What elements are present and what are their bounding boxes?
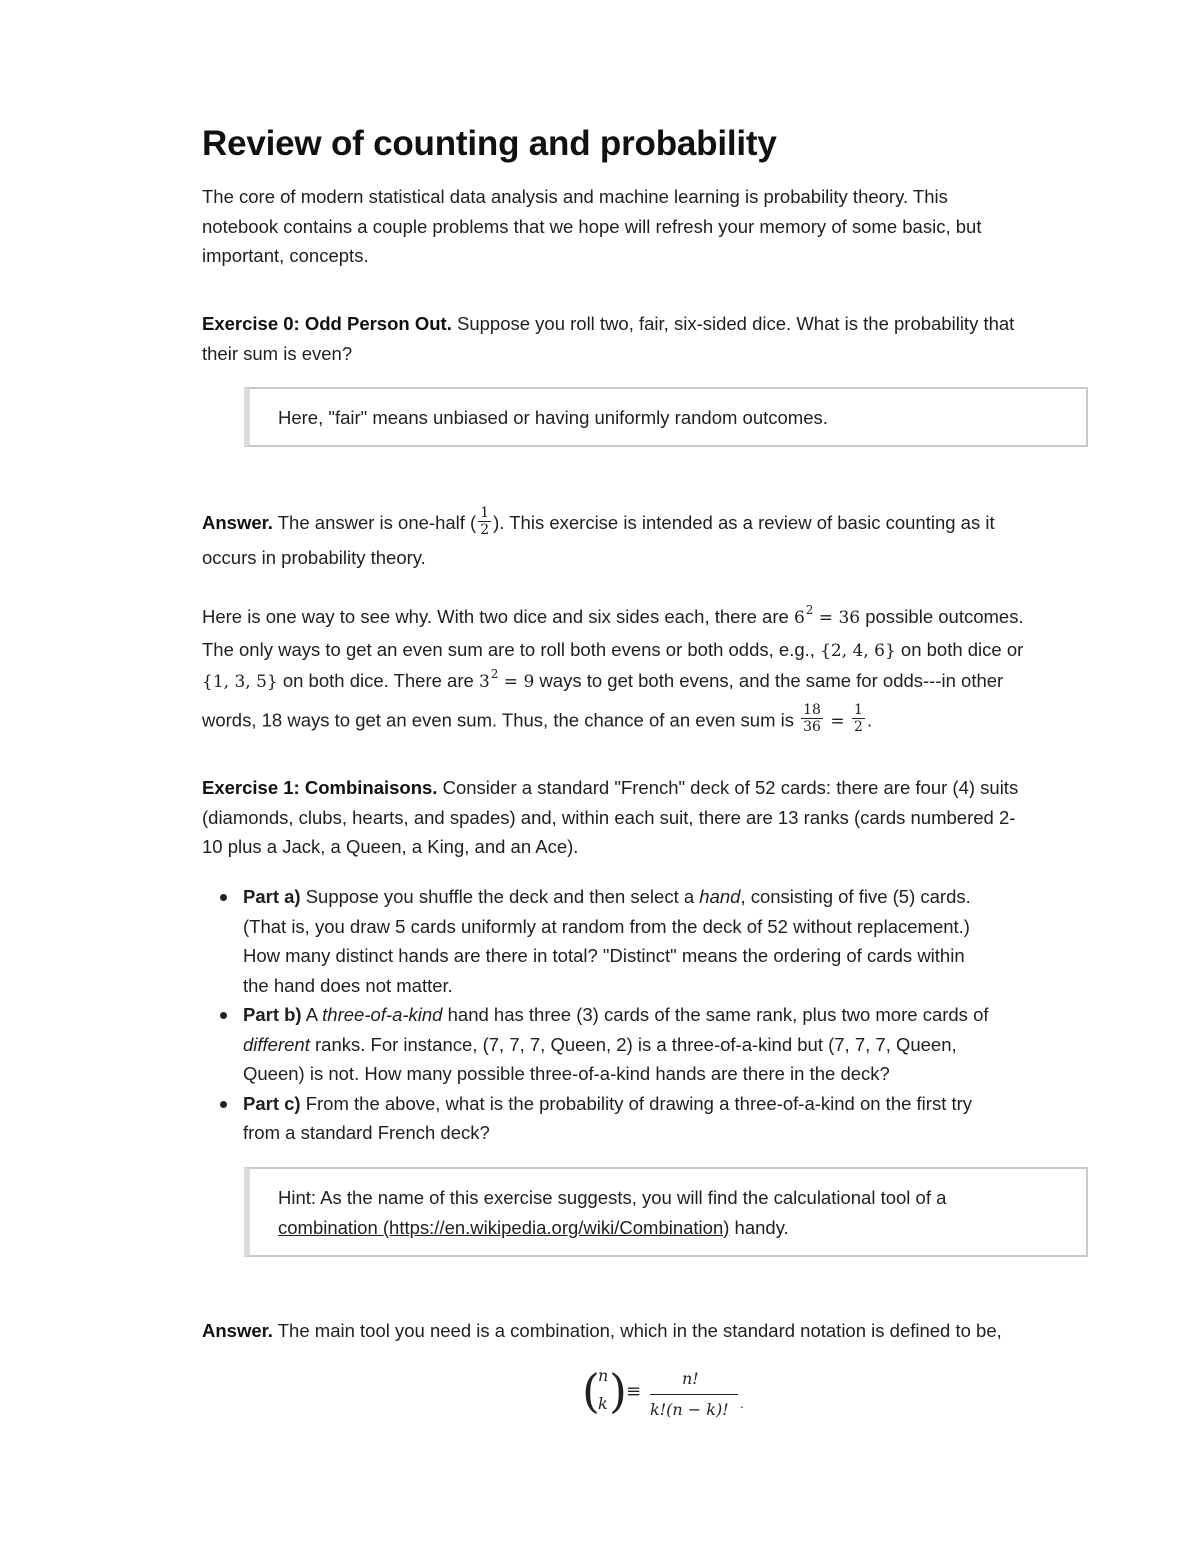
fraction-denominator: 2 bbox=[480, 521, 490, 538]
intro-line: The core of modern statistical data analysis and machine learning is probability theory. This bbox=[202, 186, 948, 207]
part-text: the hand does not matter. bbox=[243, 974, 453, 996]
part-emphasis: three-of-a-kind bbox=[322, 1004, 443, 1025]
answer-text: occurs in probability theory. bbox=[202, 546, 426, 568]
bullet-icon bbox=[220, 894, 227, 901]
math-base: 6 bbox=[793, 608, 805, 628]
answer-text: ). This exercise is intended as a review of basic counting as it bbox=[493, 512, 995, 533]
explanation-line bbox=[202, 701, 873, 738]
fraction-numerator: 1 bbox=[480, 504, 490, 521]
bullet-icon bbox=[220, 1101, 227, 1108]
part-label: Part b) bbox=[243, 1004, 302, 1025]
list-item-part-b bbox=[202, 1000, 1102, 1089]
answer-label: Answer. bbox=[202, 512, 273, 533]
part-emphasis: different bbox=[243, 1033, 310, 1055]
binomial-bottom: k bbox=[598, 1394, 608, 1413]
equivalence-sign: ≡ bbox=[626, 1381, 642, 1402]
formula-period: . bbox=[740, 1397, 744, 1411]
intro-line: important, concepts. bbox=[202, 245, 369, 266]
explanation-text: The only ways to get an even sum are to roll both evens or both odds, e.g., bbox=[202, 638, 821, 660]
part-text: , consisting of five (5) cards. bbox=[740, 886, 971, 907]
explanation-text: possible outcomes. bbox=[860, 606, 1024, 627]
fraction-one-half bbox=[478, 505, 491, 538]
math-result: = 36 bbox=[813, 608, 861, 628]
exercise-0-text: Suppose you roll two, fair, six-sided dice. What is the probability that bbox=[451, 313, 1015, 334]
combination-formula bbox=[582, 1364, 822, 1434]
part-text: Queen) is not. How many possible three-of-a-kind hands are there in the deck? bbox=[243, 1063, 890, 1084]
fraction-bar bbox=[650, 1394, 738, 1395]
bullet-icon bbox=[220, 1012, 227, 1019]
part-text: Suppose you shuffle the deck and then select a bbox=[300, 886, 700, 907]
math-result: = 9 bbox=[498, 672, 535, 692]
parts-list bbox=[202, 882, 1102, 1148]
part-emphasis: hand bbox=[699, 886, 741, 907]
fraction-18-36 bbox=[801, 702, 823, 735]
exercise-1-text: 10 plus a Jack, a Queen, a King, and an Ace). bbox=[202, 836, 579, 857]
note-box-hint bbox=[244, 1167, 1088, 1257]
fraction-denominator: 36 bbox=[803, 718, 821, 735]
intro-paragraph bbox=[202, 182, 981, 271]
fraction-numerator: 1 bbox=[854, 701, 863, 718]
math-odds-set: {1, 3, 5} bbox=[202, 672, 278, 692]
part-text: from a standard French deck? bbox=[243, 1122, 490, 1143]
answer-label: Answer. bbox=[202, 1320, 273, 1341]
exercise-0-label: Exercise 0: Odd Person Out. bbox=[202, 313, 452, 334]
list-item-part-c bbox=[202, 1089, 1102, 1148]
page-title: Review of counting and probability bbox=[202, 124, 777, 163]
exercise-1-label: Exercise 1: Combinaisons. bbox=[202, 777, 438, 798]
fraction-numerator: 18 bbox=[803, 701, 821, 718]
part-text: (That is, you draw 5 cards uniformly at random from the deck of 52 without replacement.) bbox=[243, 915, 970, 937]
explanation-text: on both dice. There are bbox=[277, 670, 479, 691]
explanation-text: words, 18 ways to get an even sum. Thus, the chance of an even sum is bbox=[202, 708, 800, 730]
exercise-1-text: (diamonds, clubs, hearts, and spades) and, within each suit, there are 13 ranks (cards numbered 2- bbox=[202, 806, 1016, 828]
hint-line: Hint: As the name of this exercise suggests, you will find the calculational tool of a bbox=[278, 1187, 947, 1208]
binomial-top: n bbox=[598, 1366, 609, 1385]
intro-line: notebook contains a couple problems that we hope will refresh your memory of some basic, but bbox=[202, 215, 982, 237]
answer-0-paragraph bbox=[202, 506, 995, 574]
math-three-squared bbox=[478, 667, 535, 692]
explanation-text: . bbox=[866, 708, 873, 730]
math-six-squared bbox=[793, 603, 861, 628]
exercise-0-text: their sum is even? bbox=[202, 342, 353, 364]
formula-denominator: k!(n − k)! bbox=[650, 1400, 729, 1419]
part-text: From the above, what is the probability of drawing a three-of-a-kind on the first try bbox=[300, 1092, 973, 1114]
formula-numerator: n! bbox=[682, 1369, 699, 1388]
part-text: How many distinct hands are there in total? "Distinct" means the ordering of cards within bbox=[243, 945, 965, 966]
part-label: Part c) bbox=[243, 1092, 301, 1114]
explanation-text: Here is one way to see why. With two dice and six sides each, there are bbox=[202, 606, 794, 627]
explanation-text: ways to get both evens, and the same for odds---in other bbox=[534, 670, 1004, 691]
explanation-text: on both dice or bbox=[895, 638, 1024, 660]
note-text: Here, "fair" means unbiased or having uniformly random outcomes. bbox=[278, 407, 828, 428]
explanation-paragraph bbox=[202, 602, 1024, 738]
math-evens-set: {2, 4, 6} bbox=[820, 640, 896, 661]
part-text: A bbox=[301, 1004, 323, 1025]
combination-link[interactable]: combination (https://en.wikipedia.org/wiki/Combination) bbox=[278, 1216, 730, 1238]
answer-text: The main tool you need is a combination, which in the standard notation is defined to be, bbox=[272, 1320, 1002, 1341]
fraction-one-half bbox=[852, 702, 865, 735]
math-exponent: 2 bbox=[805, 603, 814, 617]
part-text: hand has three (3) cards of the same rank, plus two more cards of bbox=[442, 1004, 989, 1025]
answer-1-paragraph bbox=[202, 1316, 1002, 1346]
math-exponent: 2 bbox=[490, 667, 499, 681]
math-equals: = bbox=[824, 710, 851, 731]
hint-line: handy. bbox=[729, 1216, 789, 1238]
note-box-fair bbox=[244, 387, 1088, 447]
exercise-0-paragraph bbox=[202, 309, 1014, 368]
exercise-1-text: Consider a standard "French" deck of 52 cards: there are four (4) suits bbox=[437, 777, 1019, 798]
list-item-part-a bbox=[202, 882, 1102, 1000]
right-paren: ) bbox=[609, 1364, 627, 1418]
fraction-denominator: 2 bbox=[854, 718, 863, 735]
hint-text bbox=[250, 1183, 1086, 1242]
left-paren: ( bbox=[582, 1364, 600, 1418]
exercise-1-paragraph bbox=[202, 773, 1018, 862]
part-label: Part a) bbox=[243, 886, 301, 907]
part-text: ranks. For instance, (7, 7, 7, Queen, 2) is a three-of-a-kind but (7, 7, 7, Queen, bbox=[309, 1033, 957, 1055]
math-base: 3 bbox=[478, 672, 490, 692]
answer-text: The answer is one-half ( bbox=[272, 512, 477, 533]
